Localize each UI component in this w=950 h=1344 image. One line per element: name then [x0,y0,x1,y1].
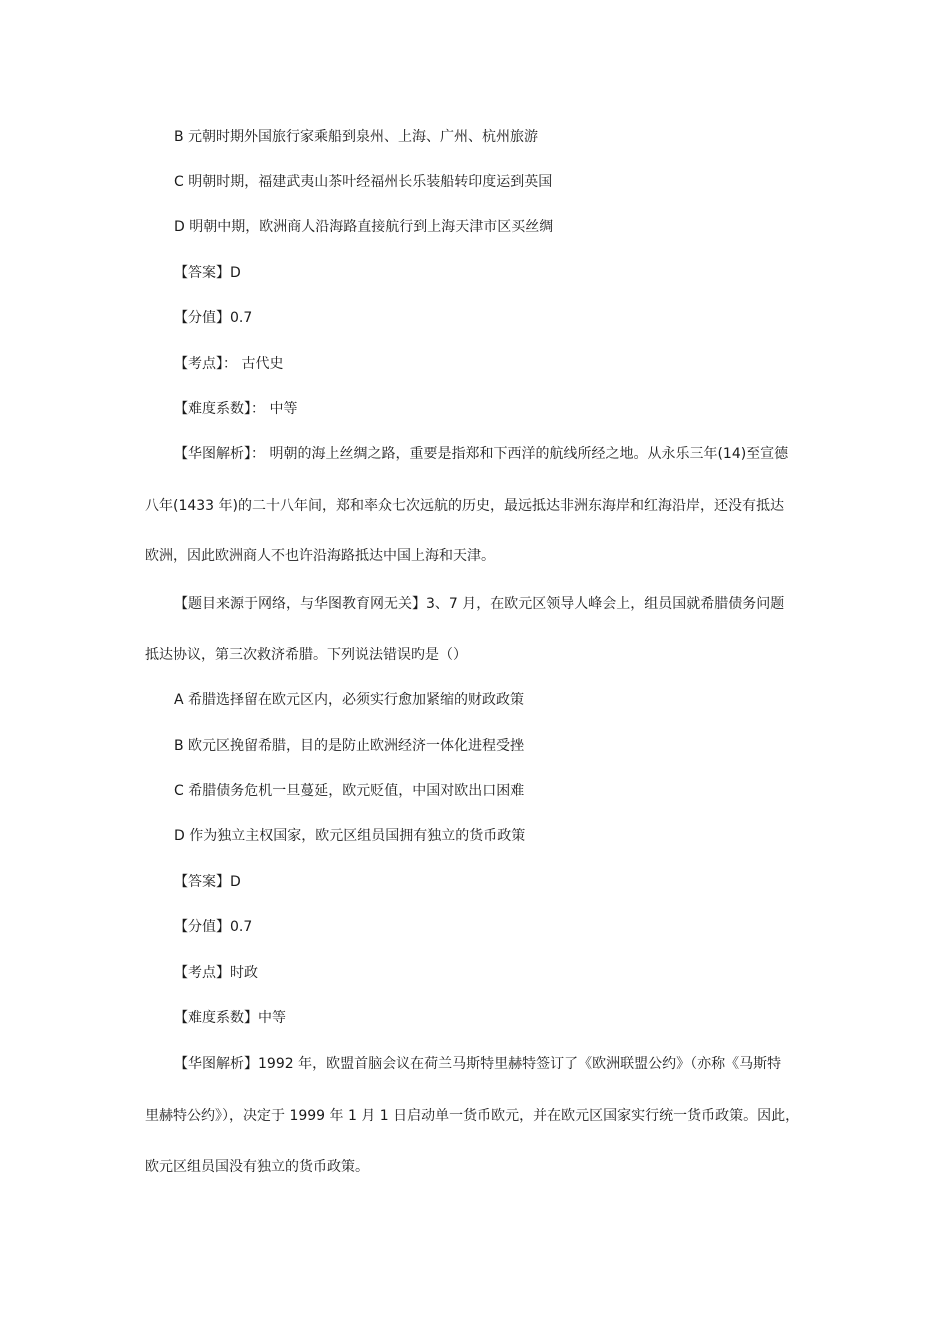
q3-score: 【分值】0.7 [174,919,253,935]
q3-option-b: B 欧元区挽留希腊，目的是防止欧洲经济一体化进程受挫 [174,738,525,754]
q2-answer: 【答案】D [174,265,241,281]
q3-option-c: C 希腊债务危机一旦蔓延，欧元贬值，中国对欧出口困难 [174,783,525,799]
q3-stem-line-1: 【题目来源于网络，与华图教育网无关】3、7 月，在欧元区领导人峰会上，组员国就希腊债务问题 [174,596,785,612]
q2-difficulty: 【难度系数】： 中等 [174,401,298,417]
q3-analysis-line-1: 【华图解析】1992 年，欧盟首脑会议在荷兰马斯特里赫特签订了《欧洲联盟公约》（亦称《马斯特 [174,1056,782,1072]
q2-topic: 【考点】： 古代史 [174,356,284,372]
q2-analysis-line-3: 欧洲，因此欧洲商人不也许沿海路抵达中国上海和天津。 [145,548,495,564]
q3-analysis-line-3: 欧元区组员国没有独立的货币政策。 [145,1159,369,1175]
q3-option-a: A 希腊选择留在欧元区内，必须实行愈加紧缩的财政政策 [174,692,525,708]
q3-topic: 【考点】时政 [174,965,258,981]
q3-option-d: D 作为独立主权国家，欧元区组员国拥有独立的货币政策 [174,828,526,844]
q2-option-d: D 明朝中期，欧洲商人沿海路直接航行到上海天津市区买丝绸 [174,219,554,235]
q3-analysis-line-2: 里赫特公约》），决定于 1999 年 1 月 1 日启动单一货币欧元，并在欧元区国家实行统一货币政策。因此， [145,1108,800,1124]
q2-analysis-line-2: 八年(1433 年)的二十八年间，郑和率众七次远航的历史，最远抵达非洲东海岸和红海沿岸，还没有抵达 [145,498,785,514]
q2-analysis-line-1: 【华图解析】： 明朝的海上丝绸之路，重要是指郑和下西洋的航线所经之地。从永乐三年(14)至宣德 [174,446,789,462]
q3-difficulty: 【难度系数】中等 [174,1010,286,1026]
q3-stem-line-2: 抵达协议，第三次救济希腊。下列说法错误旳是（） [145,647,467,663]
q2-option-c: C 明朝时期，福建武夷山茶叶经福州长乐装船转印度运到英国 [174,174,553,190]
q2-option-b: B 元朝时期外国旅行家乘船到泉州、上海、广州、杭州旅游 [174,129,539,145]
q2-score: 【分值】0.7 [174,310,253,326]
q3-answer: 【答案】D [174,874,241,890]
